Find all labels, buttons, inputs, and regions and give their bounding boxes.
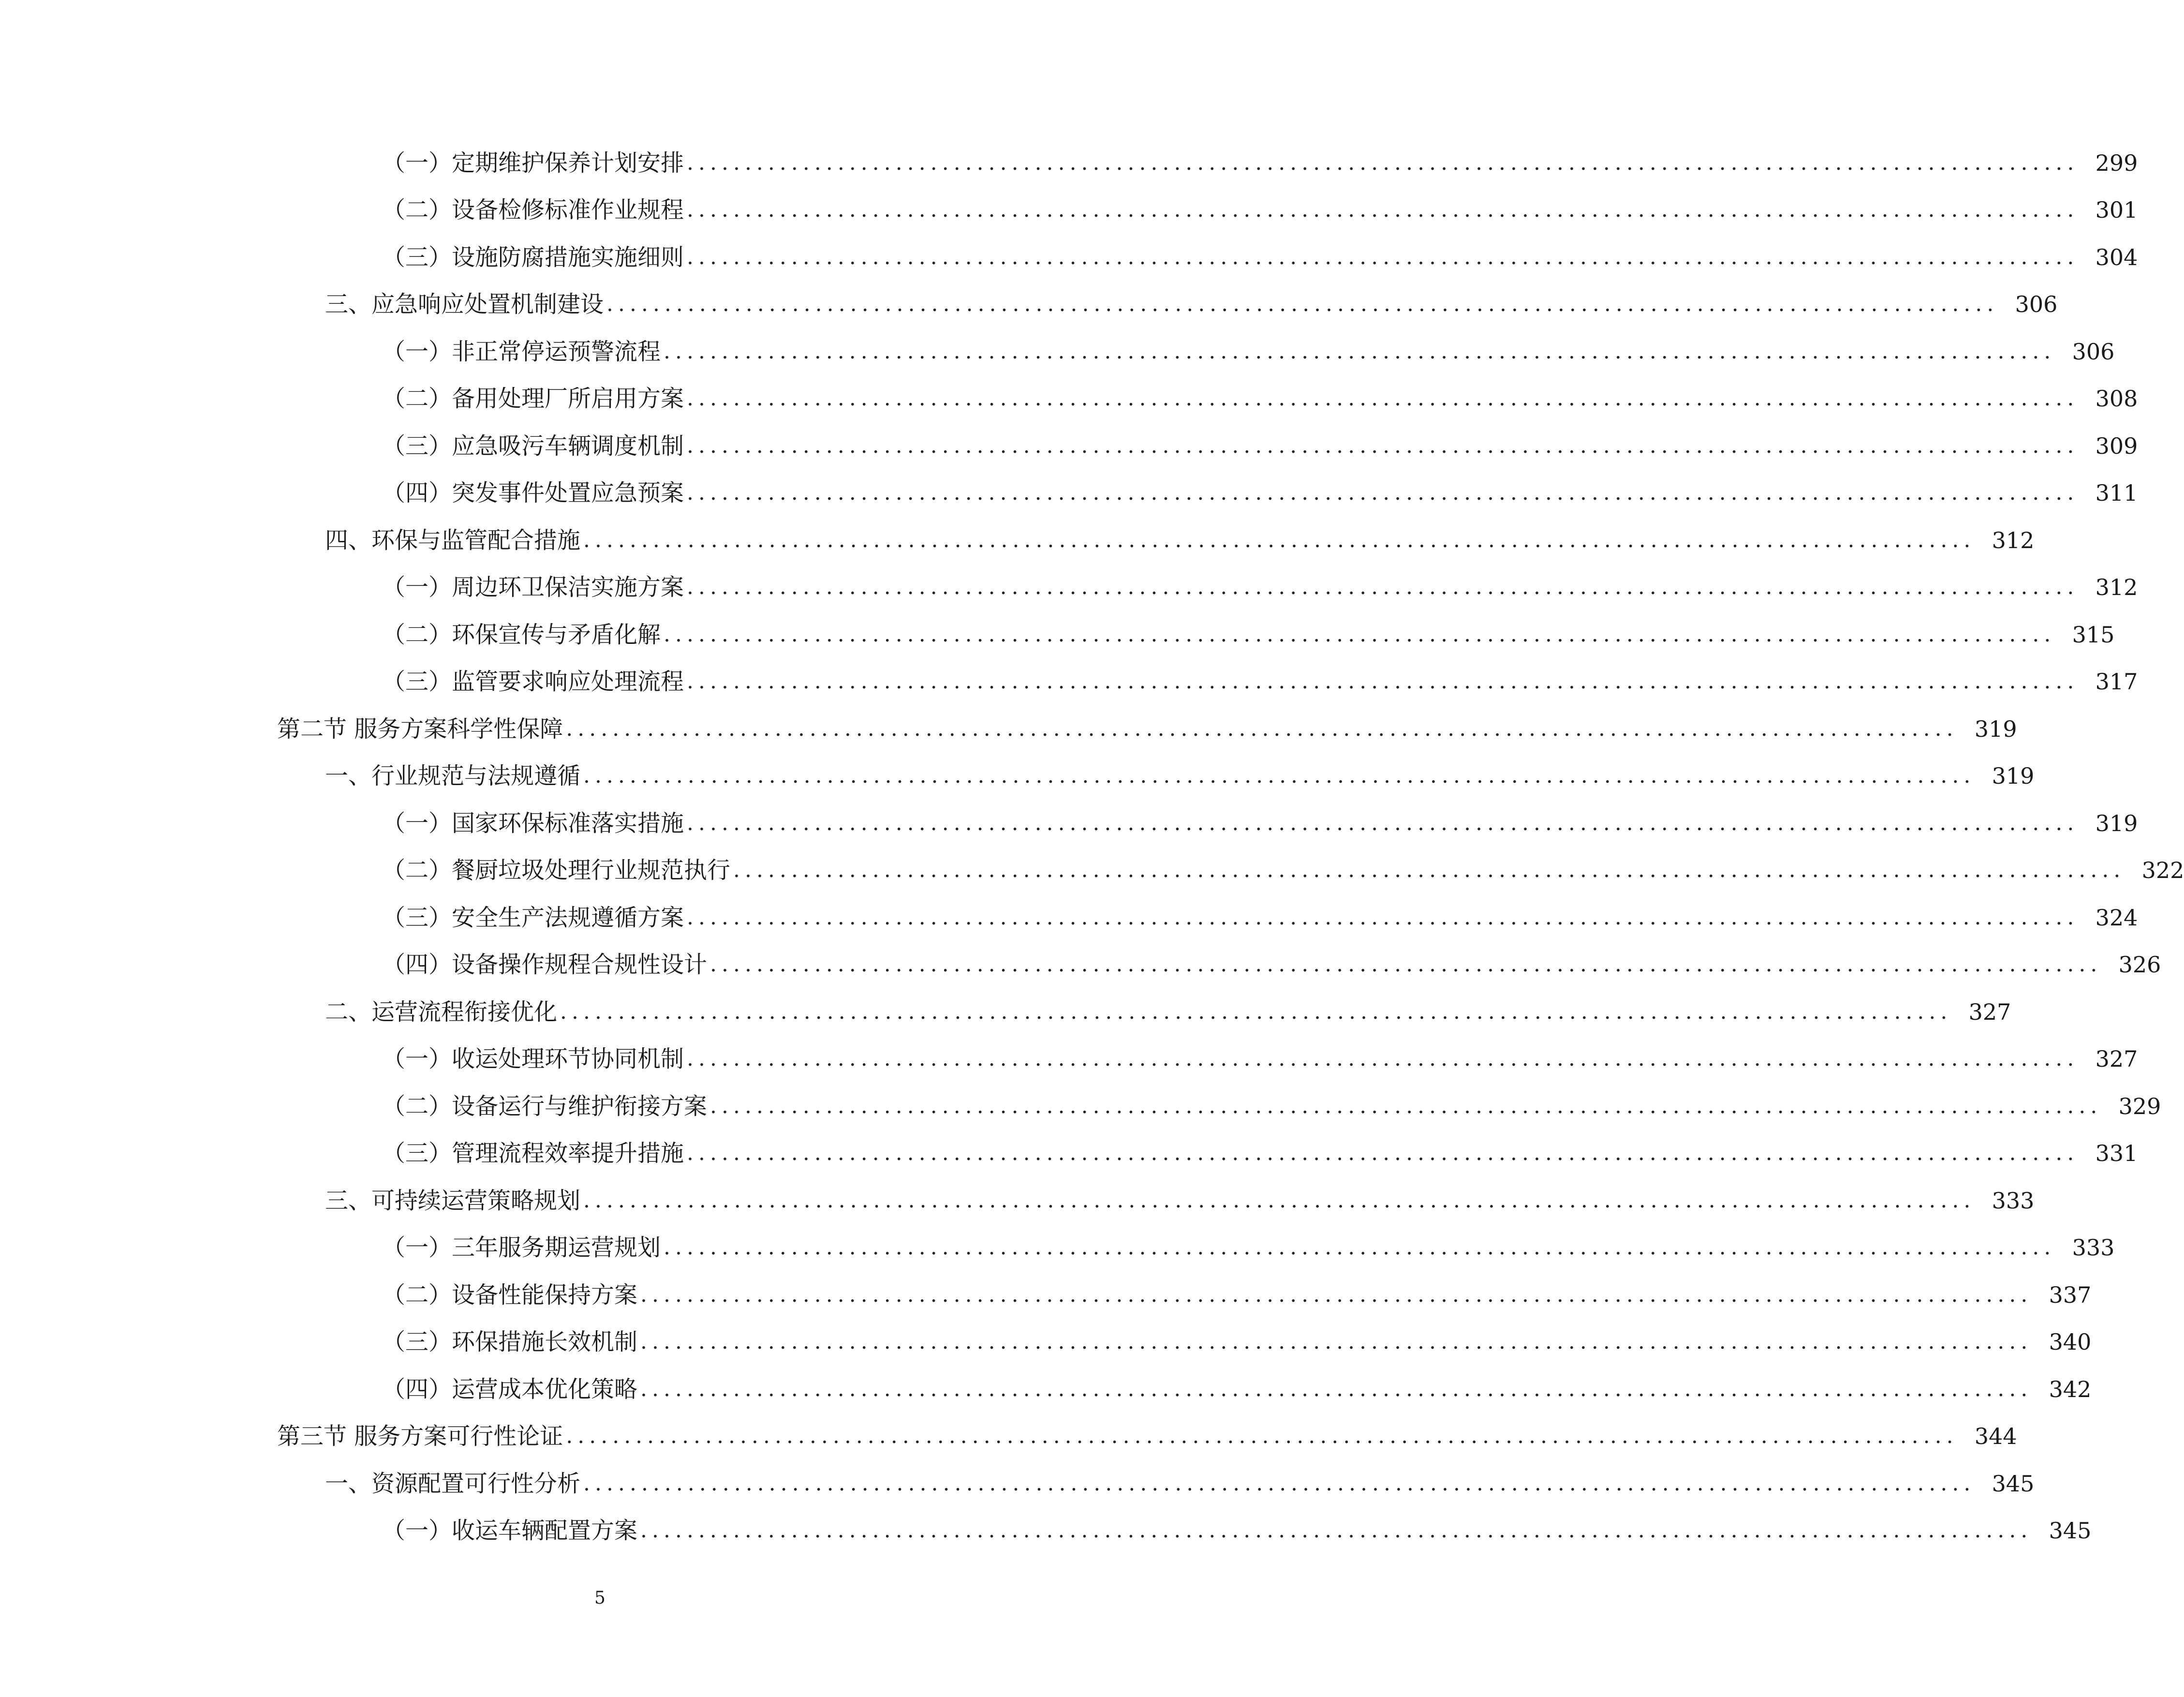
dot-leader: ........................................................................................................................ <box>664 339 2056 364</box>
toc-entry-page: 333 <box>1992 1187 2035 1214</box>
toc-entry-page: 315 <box>2072 621 2115 648</box>
dot-leader: ........................................................................................................................ <box>687 810 2079 835</box>
toc-entry-title: （二）餐厨垃圾处理行业规范执行 <box>382 857 731 884</box>
toc-entry-page: 322 <box>2141 857 2184 884</box>
toc-entry-title: （三）监管要求响应处理流程 <box>382 668 684 696</box>
toc-entry[interactable] <box>382 1130 2138 1177</box>
toc-entry[interactable] <box>382 422 2138 470</box>
toc-entry[interactable] <box>382 1224 2115 1272</box>
toc-entry[interactable] <box>382 847 2184 894</box>
dot-leader: ........................................................................................................................ <box>687 575 2079 600</box>
toc-entry[interactable] <box>382 564 2138 611</box>
toc-entry-title: （一）三年服务期运营规划 <box>382 1234 661 1262</box>
dot-leader: ........................................................................................................................ <box>687 1141 2079 1166</box>
dot-leader: ........................................................................................................................ <box>640 1518 2033 1543</box>
dot-leader: ........................................................................................................................ <box>566 1424 1958 1449</box>
page-number: 5 <box>594 1588 605 1608</box>
toc-entry[interactable] <box>277 705 2017 753</box>
dot-leader: ........................................................................................................................ <box>640 1329 2033 1355</box>
toc-entry-page: 337 <box>2049 1281 2092 1308</box>
dot-leader: ........................................................................................................................ <box>583 527 1976 552</box>
dot-leader: ........................................................................................................................ <box>583 1471 1976 1496</box>
toc-entry[interactable] <box>325 988 2011 1036</box>
toc-entry[interactable] <box>382 1319 2092 1366</box>
dot-leader: ........................................................................................................................ <box>733 858 2125 883</box>
toc-entry-page: 312 <box>2095 574 2138 601</box>
toc-entry-title: 三、可持续运营策略规划 <box>325 1187 581 1214</box>
toc-entry-title: 一、资源配置可行性分析 <box>325 1470 581 1497</box>
toc-entry[interactable] <box>325 753 2035 800</box>
toc-entry-page: 311 <box>2095 480 2138 506</box>
toc-entry-page: 319 <box>1974 715 2017 742</box>
toc-entry-page: 312 <box>1992 527 2035 553</box>
toc-entry-title: （一）收运处理环节协同机制 <box>382 1045 684 1073</box>
toc-entry-page: 304 <box>2095 244 2138 270</box>
toc-entry-page: 344 <box>1974 1423 2017 1450</box>
dot-leader: ........................................................................................................................ <box>687 386 2079 411</box>
toc-entry[interactable] <box>325 281 2058 328</box>
toc-entry-title: （一）非正常停运预警流程 <box>382 338 661 365</box>
toc-entry-title: （二）备用处理厂所启用方案 <box>382 385 684 413</box>
toc-entry-page: 309 <box>2095 432 2138 459</box>
toc-entry-page: 319 <box>2095 810 2138 836</box>
dot-leader: ........................................................................................................................ <box>687 150 2079 175</box>
toc-entry[interactable] <box>382 1271 2092 1319</box>
toc-entry-page: 333 <box>2072 1235 2115 1261</box>
toc-entry-title: （三）管理流程效率提升措施 <box>382 1140 684 1167</box>
dot-leader: ........................................................................................................................ <box>560 999 1952 1024</box>
toc-entry-page: 327 <box>2095 1046 2138 1072</box>
toc-entry[interactable] <box>325 517 2035 564</box>
toc-entry-page: 301 <box>2095 197 2138 223</box>
toc-entry-page: 327 <box>1968 998 2011 1025</box>
dot-leader: ........................................................................................................................ <box>687 905 2079 930</box>
dot-leader: ........................................................................................................................ <box>687 1046 2079 1072</box>
dot-leader: ........................................................................................................................ <box>710 1093 2102 1118</box>
dot-leader: ........................................................................................................................ <box>640 1282 2033 1307</box>
toc-entry-title: （二）环保宣传与矛盾化解 <box>382 621 661 648</box>
toc-entry-page: 345 <box>1992 1470 2035 1497</box>
toc-entry[interactable] <box>325 1460 2035 1507</box>
toc-entry-page: 331 <box>2095 1140 2138 1167</box>
toc-entry-page: 317 <box>2095 669 2138 695</box>
toc-entry-title: （一）国家环保标准落实措施 <box>382 809 684 837</box>
toc-entry[interactable] <box>382 1083 2161 1130</box>
toc-entry-title: （四）设备操作规程合规性设计 <box>382 951 708 979</box>
dot-leader: ........................................................................................................................ <box>664 622 2056 647</box>
toc-entry[interactable] <box>382 800 2138 847</box>
toc-entry-title: （三）环保措施长效机制 <box>382 1328 638 1356</box>
toc-entry[interactable] <box>382 139 2138 187</box>
toc-entry-page: 340 <box>2049 1329 2092 1355</box>
toc-entry-page: 324 <box>2095 904 2138 931</box>
toc-entry[interactable] <box>382 941 2161 989</box>
dot-leader: ........................................................................................................................ <box>583 1188 1976 1213</box>
toc-entry[interactable] <box>325 1177 2035 1224</box>
toc-entry[interactable] <box>382 894 2138 941</box>
toc-entry-title: （二）设备检修标准作业规程 <box>382 196 684 224</box>
toc-entry[interactable] <box>382 470 2138 517</box>
dot-leader: ........................................................................................................................ <box>583 763 1976 789</box>
toc-entry-title: （三）应急吸污车辆调度机制 <box>382 432 684 460</box>
toc-entry-page: 326 <box>2118 952 2161 978</box>
toc-entry-title: 第二节 服务方案科学性保障 <box>277 715 563 743</box>
toc-entry[interactable] <box>382 1366 2092 1413</box>
dot-leader: ........................................................................................................................ <box>664 1235 2056 1260</box>
toc-entry[interactable] <box>382 187 2138 234</box>
toc-entry-title: （一）收运车辆配置方案 <box>382 1517 638 1545</box>
toc-entry[interactable] <box>382 1507 2092 1555</box>
toc-entry-page: 345 <box>2049 1518 2092 1544</box>
toc-entry[interactable] <box>382 1036 2138 1083</box>
toc-entry-title: （四）突发事件处置应急预案 <box>382 479 684 507</box>
toc-entry[interactable] <box>382 328 2115 375</box>
toc-entry[interactable] <box>382 658 2138 706</box>
dot-leader: ........................................................................................................................ <box>566 716 1958 741</box>
toc-entry-title: 一、行业规范与法规遵循 <box>325 762 581 790</box>
toc-entry-page: 299 <box>2095 149 2138 176</box>
toc-entry-title: 四、环保与监管配合措施 <box>325 526 581 554</box>
toc-entry-title: 三、应急响应处置机制建设 <box>325 291 604 318</box>
toc-entry-title: （二）设备运行与维护衔接方案 <box>382 1092 708 1120</box>
toc-entry[interactable] <box>382 375 2138 423</box>
toc-entry-page: 319 <box>1992 763 2035 789</box>
dot-leader: ........................................................................................................................ <box>606 292 1999 317</box>
toc-entry-title: 第三节 服务方案可行性论证 <box>277 1423 563 1450</box>
dot-leader: ........................................................................................................................ <box>710 952 2102 977</box>
dot-leader: ........................................................................................................................ <box>687 480 2079 506</box>
toc-entry[interactable] <box>277 1413 2017 1460</box>
toc-entry-page: 308 <box>2095 386 2138 412</box>
toc-entry-title: （四）运营成本优化策略 <box>382 1375 638 1403</box>
table-of-contents <box>0 139 2184 1554</box>
toc-entry-title: （二）设备性能保持方案 <box>382 1281 638 1309</box>
toc-entry-page: 342 <box>2049 1376 2092 1402</box>
dot-leader: ........................................................................................................................ <box>687 669 2079 694</box>
toc-entry[interactable] <box>382 234 2138 281</box>
toc-entry-page: 306 <box>2072 338 2115 365</box>
toc-entry-title: （三）设施防腐措施实施细则 <box>382 243 684 271</box>
toc-entry-title: 二、运营流程衔接优化 <box>325 998 558 1026</box>
dot-leader: ........................................................................................................................ <box>687 197 2079 223</box>
toc-entry[interactable] <box>382 611 2115 658</box>
toc-entry-page: 329 <box>2118 1093 2161 1119</box>
toc-entry-page: 306 <box>2015 291 2058 318</box>
dot-leader: ........................................................................................................................ <box>640 1376 2033 1401</box>
toc-entry-title: （三）安全生产法规遵循方案 <box>382 904 684 931</box>
dot-leader: ........................................................................................................................ <box>687 433 2079 458</box>
toc-entry-title: （一）周边环卫保洁实施方案 <box>382 574 684 601</box>
toc-entry-title: （一）定期维护保养计划安排 <box>382 149 684 177</box>
dot-leader: ........................................................................................................................ <box>687 244 2079 269</box>
